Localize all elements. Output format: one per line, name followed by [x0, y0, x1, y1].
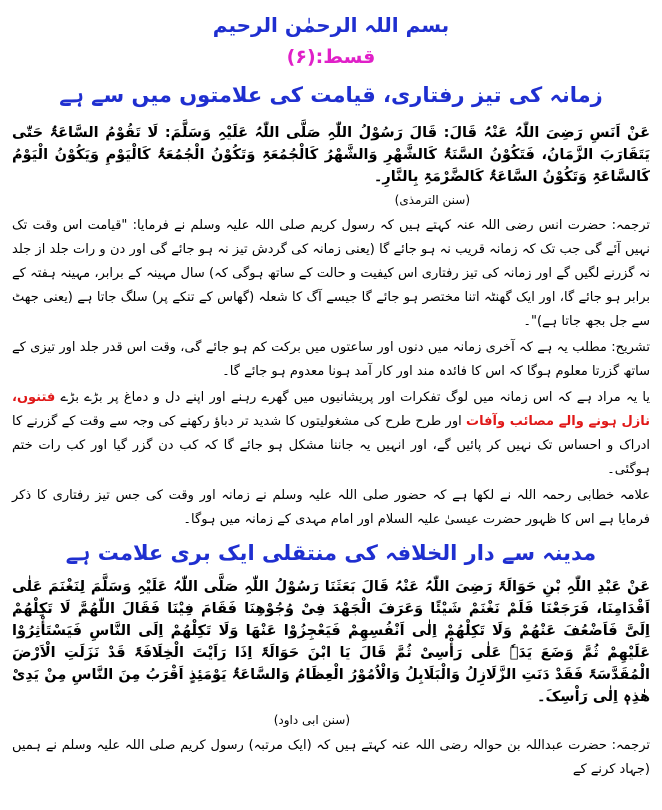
- hadith-1-translation: ترجمہ: حضرت انس رضی اللہ عنہ کہتے ہیں کہ رسول کریم صلی اللہ علیہ وسلم نے فرمایا: "قیامت اس وقت تک نہیں آئے گی جب تک کہ زمانہ قریب نہ ہو جائے گا (یعنی زمانہ کی گردش تیز نہ ہو جائے گی اور دن و رات جلد از جلد نہ گزرنے لگیں گے اور زمانہ کی تیز رفتاری اس کیفیت و حالت کے ساتھ ہوگی کہ) سال مہینہ کے برابر، مہینہ ہفتہ کے برابر ہو جائے گا، اور ایک گھنٹہ اتنا مختصر ہو جائے گا جیسے آگ کا شعلہ (گھاس کے تنکے پر) سلگ جاتا ہے (یعنی جھٹ سے جل بجھ جاتا ہے)"۔: [12, 218, 650, 329]
- section-heading-1: زمانہ کی تیز رفتاری، قیامت کی علامتوں میں سے ہے: [59, 83, 603, 107]
- hadith-1-arabic: عَنْ اَنَسِ رَضِیَ اللّٰہُ عَنْہُ قَالَ: قَالَ رَسُوْلُ اللّٰہِ صَلَّی اللّٰہُ عَلَیْہِ وَسَلَّمَ: لَا تَقُوْمُ السَّاعَۃُ حَتّٰی یَتَقَارَبَ الزَّمَانُ، فَتَکُوْنُ السَّنَۃُ کَالشَّھْرِ وَالشَّھْرُ کَالْجُمُعَۃِ وَتَکُوْنُ الْجُمُعَۃُ کَالْیَوْمِ وَیَکُوْنُ الْیَوْمُ کَالسَّاعَۃِ وَتَکُوْنُ السَّاعَۃُ کَالضَّرْمَۃِ بِالنَّارِ۔: [12, 125, 650, 185]
- hadith-1-source: (سنن الترمذی): [394, 193, 470, 207]
- hadith-2-source: (سنن ابی داود): [273, 713, 350, 727]
- hadith-1-paragraph-4: علامہ خطابی رحمہ اللہ نے لکھا ہے کہ حضور صلی اللہ علیہ وسلم نے زمانہ اور وقت کی جس تیز رفتاری کا ذکر فرمایا ہے اس کا ظہور حضرت عیسیٰ علیہ السلام اور امام مہدی کے زمانہ میں ہوگا۔: [12, 488, 650, 527]
- paragraph-3-highlight: فتنوں، نازل ہونے والے مصائب وآفات: [12, 390, 651, 429]
- paragraph-3-text-start: یا یہ مراد ہے کہ اس زمانہ میں لوگ تفکرات اور پریشانیوں میں گھرے رہنے اور اپنے دل و دماغ پر بڑے بڑے: [60, 390, 650, 405]
- hadith-1-explanation: تشریح: مطلب یہ ہے کہ آخری زمانہ میں دنوں اور ساعتوں میں برکت کم ہو جائے گی، وقت اس قدر جلد اور تیزی کے ساتھ گزرتا معلوم ہوگا کہ اس کا فائدہ مند اور کار آمد ہونا معدوم ہو جائے گا۔: [12, 340, 650, 379]
- bismillah: بسم اللہ الرحمٰن الرحیم: [212, 13, 450, 37]
- hadith-2-arabic: عَنْ عَبْدِ اللّٰہِ بْنِ حَوَالَۃَ رَضِیَ اللّٰہُ عَنْہُ قَالَ بَعَثَنَا رَسُوْلُ اللّٰہِ صَلَّی اللّٰہُ عَلَیْہِ وَسَلَّمَ لِنَغْنَمَ عَلٰی اَقْدَامِنَا، فَرَجَعْنَا فَلَمْ نَغْنَمْ شَیْئًا وَعَرَفَ الْجَھْدَ فِیْ وُجُوْھِنَا فَقَامَ فِیْنَا فَقَالَ اللّٰھُمَّ لَا تَکِلْھُمْ اِلَیَّ فَاَضْعُفَ عَنْھُمْ وَلَا تَکِلْھُمْ اِلٰی اَنْفُسِھِمْ فَیَعْجِزُوْا عَنْھَا وَلَا تَکِلْھُمْ اِلَی النَّاسِ فَیَسْتَأْثِرُوْا عَلَیْھِمْ ثُمَّ وَضَعَ یَدَہٗ عَلٰی رَأْسِیْ ثُمَّ قَالَ یَا ابْنَ حَوَالَۃَ اِذَا رَاَیْتَ الْخِلَافَۃَ قَدْ نَزَلَتِ الْاَرْضَ الْمُقَدَّسَۃَ فَقَدْ دَنَتِ الزَّلَازِلُ وَالْبَلَابِلُ وَالْاُمُوْرُ الْعِظَامُ وَالسَّاعَۃُ یَوْمَئِذٍ اَقْرَبُ مِنَ النَّاسِ مِنْ یَدِیْ ھٰذِہٖ اِلٰی رَاْسِکَ۔: [12, 579, 650, 705]
- installment-label: قسط:(۶): [286, 46, 376, 68]
- paragraph-3-text-end: اور طرح طرح کی مشغولیتوں کا شدید تر دباؤ رکھنے کی وجہ سے وقت کے گزرنے کا ادراک و احساس تک نہیں کر پائیں گے، اور انہیں یہ جاننا مشکل ہو جائے گا کہ کب دن گزر گیا اور کب رات ختم ہوگئی۔: [12, 414, 650, 477]
- document-page: [0, 10, 662, 810]
- section-heading-2: مدینہ سے دار الخلافہ کی منتقلی ایک بری علامت ہے: [65, 541, 597, 565]
- hadith-1-paragraph-3: [12, 386, 650, 482]
- hadith-2-translation: ترجمہ: حضرت عبداللہ بن حوالہ رضی اللہ عنہ کہتے ہیں کہ (ایک مرتبہ) رسول کریم صلی اللہ علیہ وسلم نے ہمیں (جہاد کرنے کے: [12, 738, 650, 777]
